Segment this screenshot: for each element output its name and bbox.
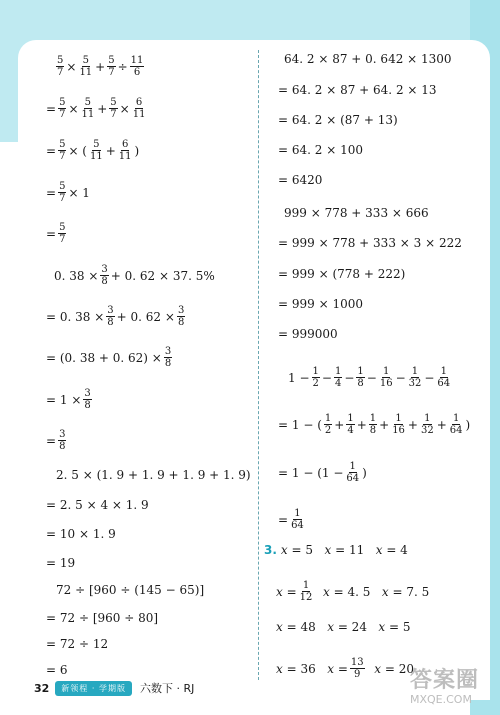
left-line-1: $\frac{5}{7}$ × $\frac{5}{11}$ + $\frac{5}{7}$ ÷ $\frac{11}{6}$ <box>57 55 144 78</box>
q3-row-4: x = 36 x = $\frac{13}{9}$ x = 20 <box>276 657 414 680</box>
left-line-12: = 2. 5 × 4 × 1. 9 <box>46 498 149 512</box>
right-line-4: = 64. 2 × 100 <box>278 143 363 157</box>
right-line-5: = 6420 <box>278 173 323 187</box>
site-watermark: 答案圈 MXQE.COM <box>410 668 480 706</box>
left-line-11: 2. 5 × (1. 9 + 1. 9 + 1. 9 + 1. 9) <box>56 468 251 482</box>
page-number: 32 <box>34 681 50 695</box>
left-line-9: = 1 × $\frac{3}{8}$ <box>46 388 91 411</box>
right-line-14: = $\frac{1}{64}$ <box>278 508 304 531</box>
left-line-13: = 10 × 1. 9 <box>46 527 116 541</box>
right-line-2: = 64. 2 × 87 + 64. 2 × 13 <box>278 83 437 97</box>
left-line-5: = $\frac{5}{7}$ <box>46 222 66 245</box>
left-line-7: = 0. 38 × $\frac{3}{8}$ + 0. 62 × $\frac{3}{8}$ <box>46 305 185 328</box>
right-line-13: = 1 − (1 − $\frac{1}{64}$ ) <box>278 461 367 484</box>
right-line-6: 999 × 778 + 333 × 666 <box>284 206 429 220</box>
right-line-7: = 999 × 778 + 333 × 3 × 222 <box>278 236 462 250</box>
left-line-15: 72 ÷ [960 ÷ (145 − 65)] <box>56 583 205 597</box>
left-line-6: 0. 38 × $\frac{3}{8}$ + 0. 62 × 37. 5% <box>54 264 215 287</box>
left-line-16: = 72 ÷ [960 ÷ 80] <box>46 611 159 625</box>
right-line-12: = 1 − ( $\frac{1}{2}$ + $\frac{1}{4}$ + $\frac{1}{8}$ + $\frac{1}{16}$ + $\frac{1}{32}$ + $\frac{1}{64}$ ) <box>278 413 471 436</box>
left-line-10: = $\frac{3}{8}$ <box>46 429 66 452</box>
left-line-8: = (0. 38 + 0. 62) × $\frac{3}{8}$ <box>46 346 172 369</box>
left-line-3: = $\frac{5}{7}$ × ( $\frac{5}{11}$ + $\frac{6}{11}$ ) <box>46 139 140 162</box>
left-line-4: = $\frac{5}{7}$ × 1 <box>46 181 90 204</box>
q3-row-3: x = 48 x = 24 x = 5 <box>276 620 411 634</box>
brand-badge: 新领程 · 学期版 <box>55 681 132 696</box>
right-line-9: = 999 × 1000 <box>278 297 363 311</box>
right-line-3: = 64. 2 × (87 + 13) <box>278 113 398 127</box>
book-subject: 六数下 · RJ <box>139 682 195 695</box>
right-line-11: 1 − $\frac{1}{2}$ − $\frac{1}{4}$ − $\frac{1}{8}$ − $\frac{1}{16}$ − $\frac{1}{32}$ − $\frac{1}{64}$ <box>288 366 451 389</box>
page-footer <box>34 679 194 697</box>
left-line-18: = 6 <box>46 663 68 677</box>
right-line-8: = 999 × (778 + 222) <box>278 267 406 281</box>
question-number: 3. <box>264 543 277 557</box>
column-divider <box>258 50 259 680</box>
left-line-2: = $\frac{5}{7}$ × $\frac{5}{11}$ + $\frac{5}{7}$ × $\frac{6}{11}$ <box>46 97 146 120</box>
q3-row-1: 3. x = 5 x = 11 x = 4 <box>264 543 408 557</box>
left-line-14: = 19 <box>46 556 76 570</box>
q3-row-2: x = $\frac{1}{12}$ x = 4. 5 x = 7. 5 <box>276 580 430 603</box>
left-line-17: = 72 ÷ 12 <box>46 637 109 651</box>
right-line-1: 64. 2 × 87 + 0. 642 × 1300 <box>284 52 452 66</box>
right-line-10: = 999000 <box>278 327 338 341</box>
